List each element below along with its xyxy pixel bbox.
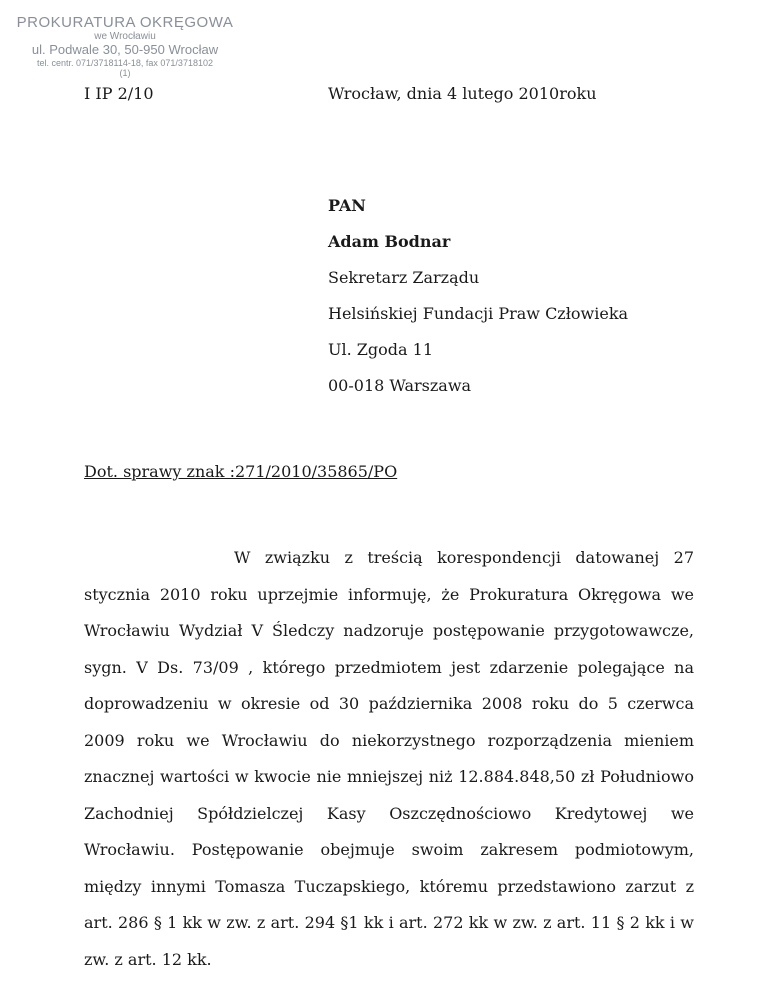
stamp-line-phone: tel. centr. 071/3718114-18, fax 071/3718102 <box>37 57 213 68</box>
subject-line: Dot. sprawy znak :271/2010/35865/PO <box>84 462 398 481</box>
recipient-name: Adam Bodnar <box>328 232 451 251</box>
recipient-organization: Helsińskiej Fundacji Praw Człowieka <box>328 304 629 323</box>
recipient-salutation: PAN <box>328 196 366 215</box>
letter-body: W związku z treścią korespondencji datowanej 27 stycznia 2010 roku uprzejmie informuję, że Prokuratura Okręgowa we Wrocławiu Wydział V Śledczy nadzoruje postępowanie przygotowawcze, sygn. V Ds. 73/09 , którego przedmiotem jest zdarzenie polegające na doprowadzeniu w okresie od 30 października 2008 roku do 5 czerwca 2009 roku we Wrocławiu do niekorzystnego rozporządzenia mieniem znacznej wartości w kwocie nie mniejszej niż 12.884.848,50 zł Południowo Zachodniej Spółdzielczej Kasy Oszczędnościowo Kredytowej we Wrocławiu. Postępowanie obejmuje swoim zakresem podmiotowym, między innymi Tomasza Tuczapskiego, któremu przedstawiono zarzut z art. 286 § 1 kk w zw. z art. 294 §1 kk i art. 272 kk w zw. z art. 11 § 2 kk i w zw. z art. 12 kk. <box>84 548 694 969</box>
stamp-line-number: (1) <box>119 68 131 79</box>
place-and-date: Wrocław, dnia 4 lutego 2010roku <box>328 84 597 103</box>
office-stamp <box>10 14 240 78</box>
stamp-line-city: we Wrocławiu <box>94 31 156 43</box>
recipient-city: 00-018 Warszawa <box>328 376 472 395</box>
recipient-street: Ul. Zgoda 11 <box>328 340 433 359</box>
recipient-block <box>328 188 748 404</box>
stamp-line-address: ul. Podwale 30, 50-950 Wrocław <box>31 41 219 57</box>
reference-number: I IP 2/10 <box>84 84 154 103</box>
recipient-position: Sekretarz Zarządu <box>328 268 480 287</box>
stamp-line-office: PROKURATURA OKRĘGOWA <box>16 14 234 31</box>
